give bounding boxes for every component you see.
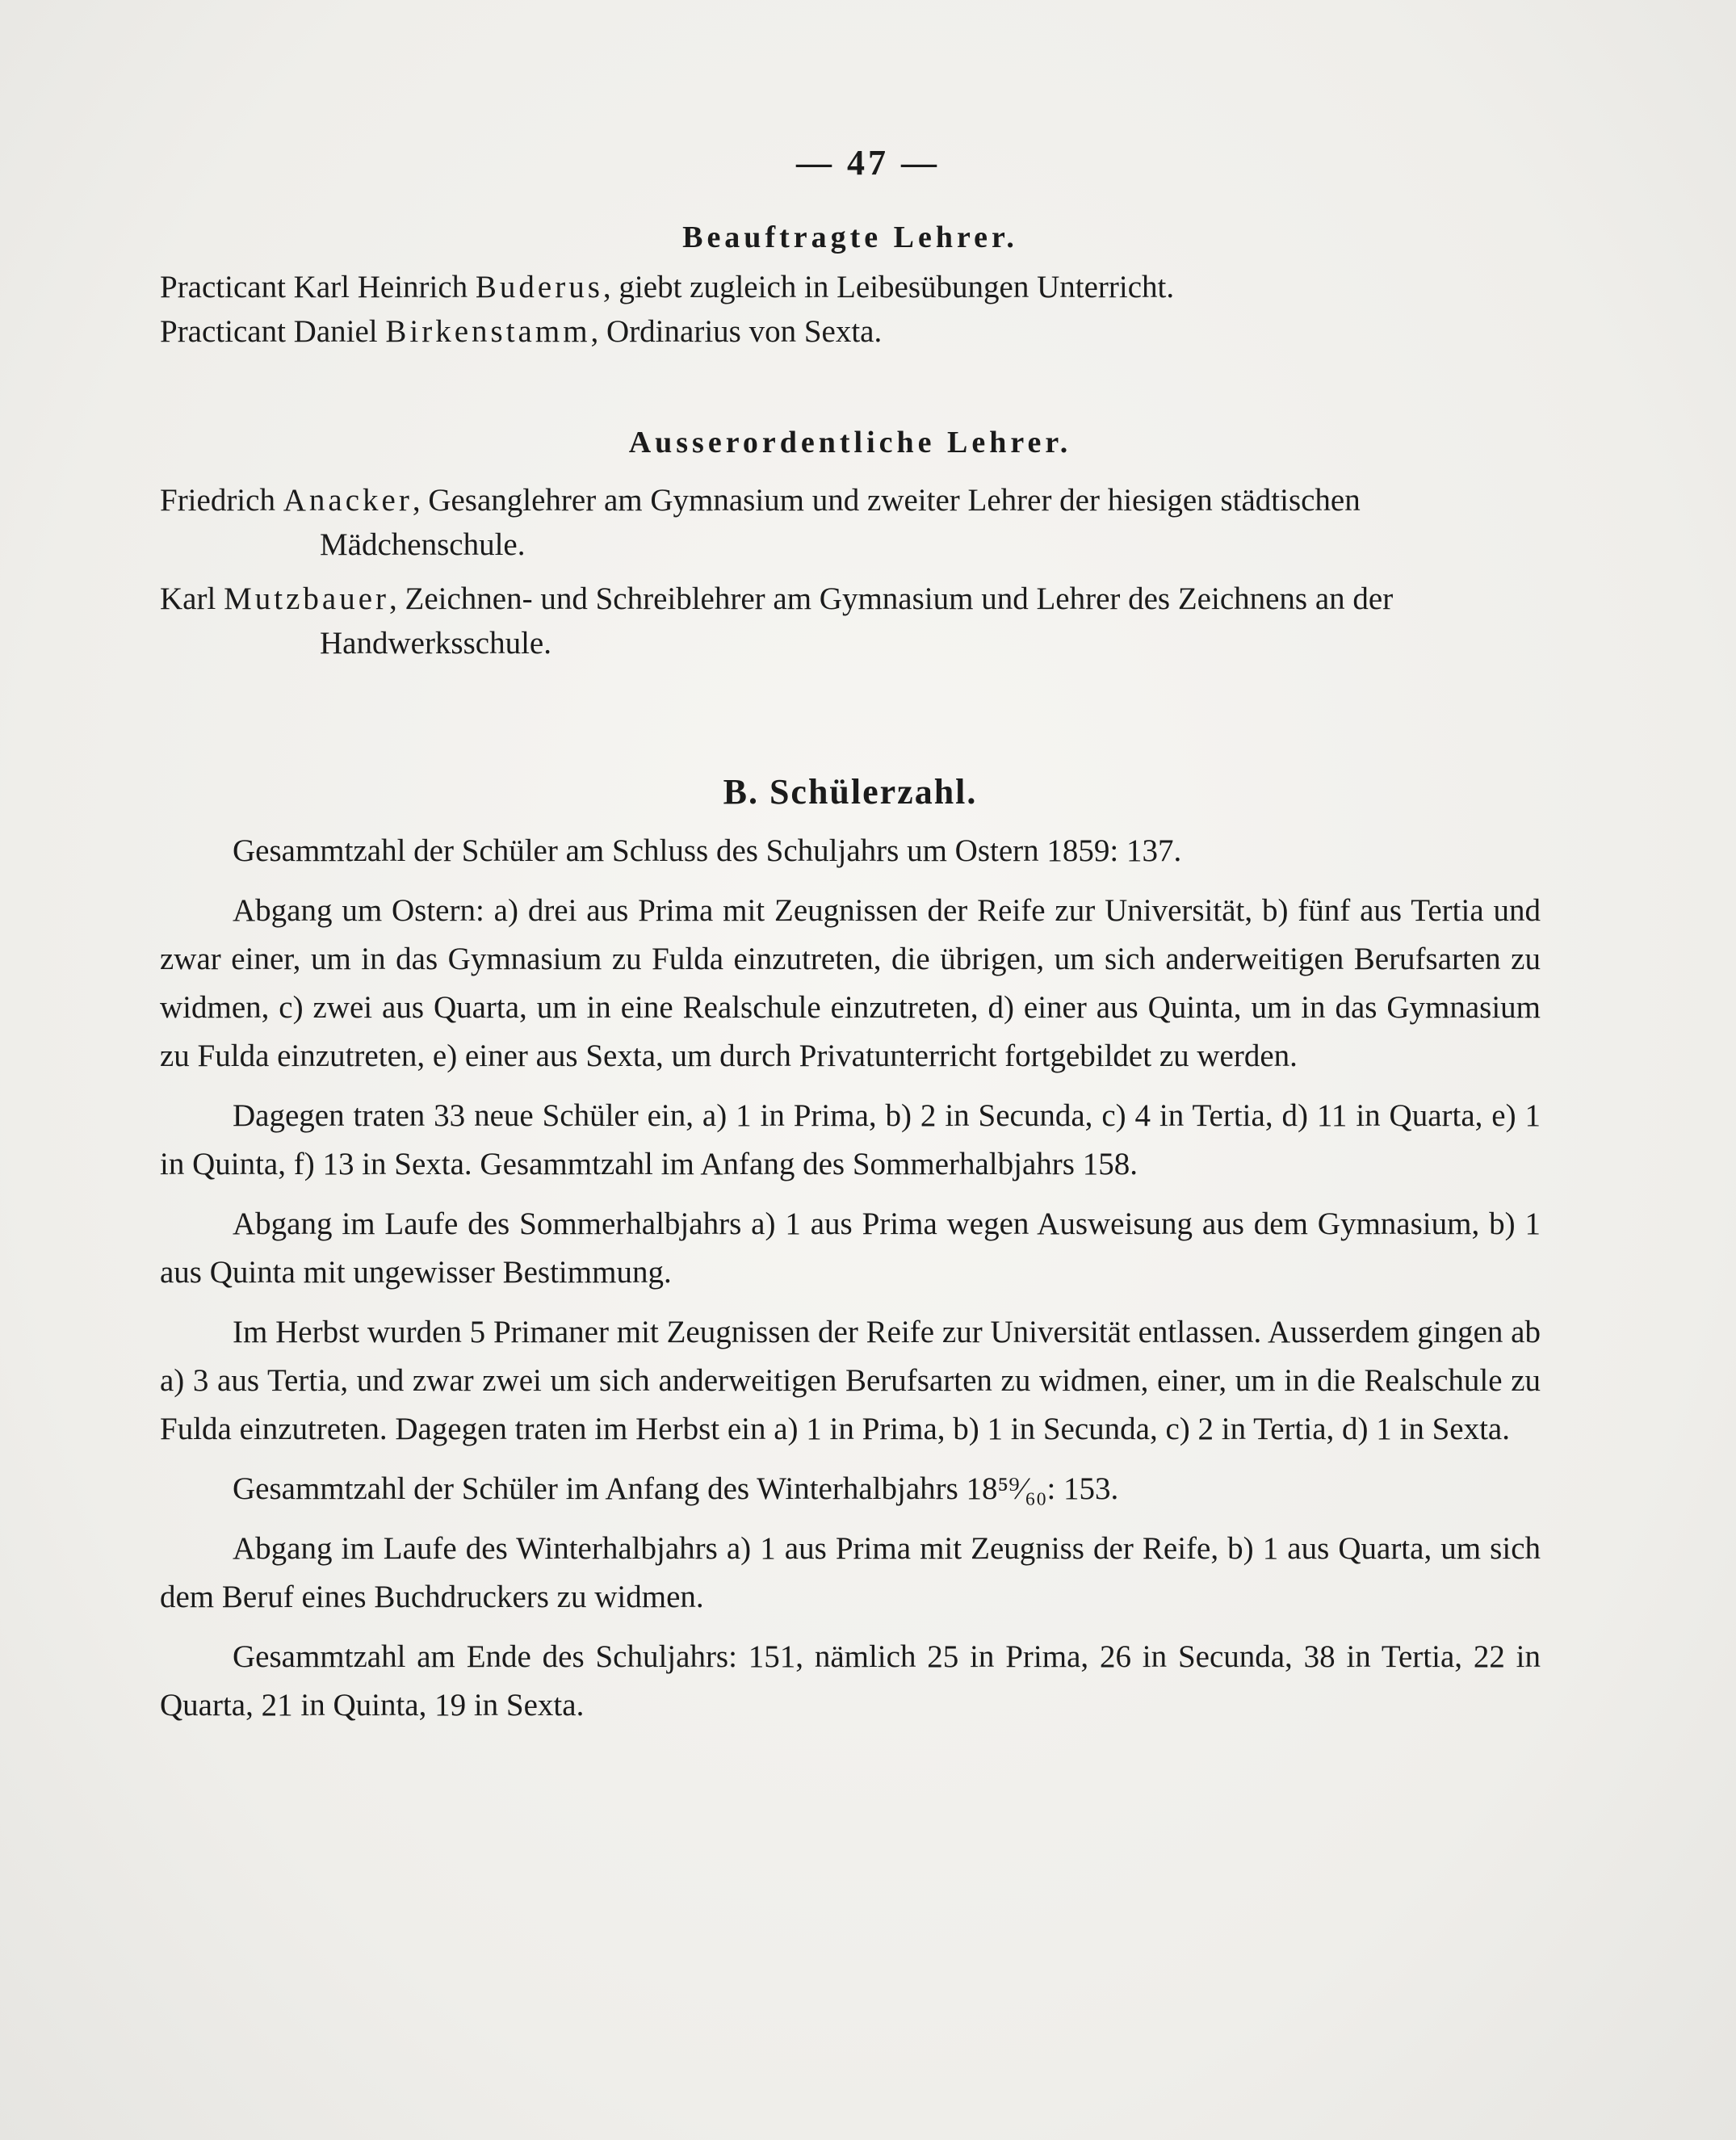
- section-beauftragte-lehrer: [160, 220, 1541, 354]
- page-number: — 47 —: [796, 143, 940, 183]
- paragraph: Abgang um Ostern: a) drei aus Prima mit Zeugnissen der Reife zur Universität, b) fünf aus Tertia und zwar einer, um in das Gymnasium zu Fulda einzutreten, die übrigen, um sich anderweitigen Berufsarten zu widmen, c) zwei aus Quarta, um in eine Realschule einzutreten, d) einer aus Quinta, um in das Gymnasium zu Fulda einzutreten, e) einer aus Sexta, um durch Privatunterricht fortgebildet zu werden.: [160, 893, 1541, 1073]
- paragraph: Im Herbst wurden 5 Primaner mit Zeugnissen der Reife zur Universität entlassen. Ausserdem gingen ab a) 3 aus Tertia, und zwar zwei um sich anderweitigen Berufsarten zu widmen, einer, um in die Realschule zu Fulda einzutreten. Dagegen traten im Herbst ein a) 1 in Prima, b) 1 in Secunda, c) 2 in Tertia, d) 1 in Sexta.: [160, 1315, 1541, 1446]
- section-heading: B. Schülerzahl.: [723, 772, 978, 812]
- entry-prefix: Practicant Karl Heinrich: [160, 270, 476, 304]
- entry-text: , Zeichnen- und Schreiblehrer am Gymnasium und Lehrer des Zeichnens an der Handwerksschule.: [320, 581, 1394, 661]
- section-schuelerzahl: [160, 771, 1541, 1741]
- section-heading: Ausserordentliche Lehrer.: [628, 426, 1072, 459]
- teacher-entry: [160, 577, 1541, 665]
- entry-prefix: Friedrich: [160, 483, 283, 518]
- entry-prefix: Practicant Daniel: [160, 314, 386, 349]
- entry-text: , Ordinarius von Sexta.: [590, 314, 883, 349]
- paragraph: Gesammtzahl der Schüler am Schluss des Schuljahrs um Ostern 1859: 137.: [233, 833, 1182, 868]
- teacher-name: Anacker: [283, 483, 413, 518]
- paragraph: Abgang im Laufe des Winterhalbjahrs a) 1 aus Prima mit Zeugniss der Reife, b) 1 aus Quarta, um sich dem Beruf eines Buchdruckers zu widmen.: [160, 1531, 1541, 1614]
- section-ausserordentliche-lehrer: [160, 425, 1541, 665]
- teacher-name: Buderus: [475, 270, 603, 304]
- teacher-name: Mutzbauer: [224, 581, 389, 616]
- teacher-entry: [160, 309, 1541, 354]
- teacher-name: Birkenstamm: [385, 314, 591, 349]
- teacher-entry: [160, 478, 1541, 567]
- paragraph: Gesammtzahl am Ende des Schuljahrs: 151, nämlich 25 in Prima, 26 in Secunda, 38 in Tertia, 22 in Quarta, 21 in Quinta, 19 in Sexta.: [160, 1639, 1541, 1722]
- paragraph: Dagegen traten 33 neue Schüler ein, a) 1 in Prima, b) 2 in Secunda, c) 4 in Tertia, d) 11 in Quarta, e) 1 in Quinta, f) 13 in Sexta. Gesammtzahl im Anfang des Sommerhalbjahrs 158.: [160, 1098, 1541, 1181]
- teacher-entry: [160, 265, 1541, 309]
- entry-text: , giebt zugleich in Leibesübungen Unterricht.: [602, 270, 1175, 304]
- paragraph: Abgang im Laufe des Sommerhalbjahrs a) 1 aus Prima wegen Ausweisung aus dem Gymnasium, b) 1 aus Quinta mit ungewisser Bestimmung.: [160, 1206, 1541, 1290]
- entry-prefix: Karl: [160, 581, 224, 616]
- paragraph: Gesammtzahl der Schüler im Anfang des Winterhalbjahrs 18⁵⁹⁄₆₀: 153.: [233, 1471, 1119, 1506]
- entry-text: , Gesanglehrer am Gymnasium und zweiter Lehrer der hiesigen städtischen Mädchenschule.: [320, 483, 1361, 562]
- section-heading: Beauftragte Lehrer.: [682, 220, 1018, 254]
